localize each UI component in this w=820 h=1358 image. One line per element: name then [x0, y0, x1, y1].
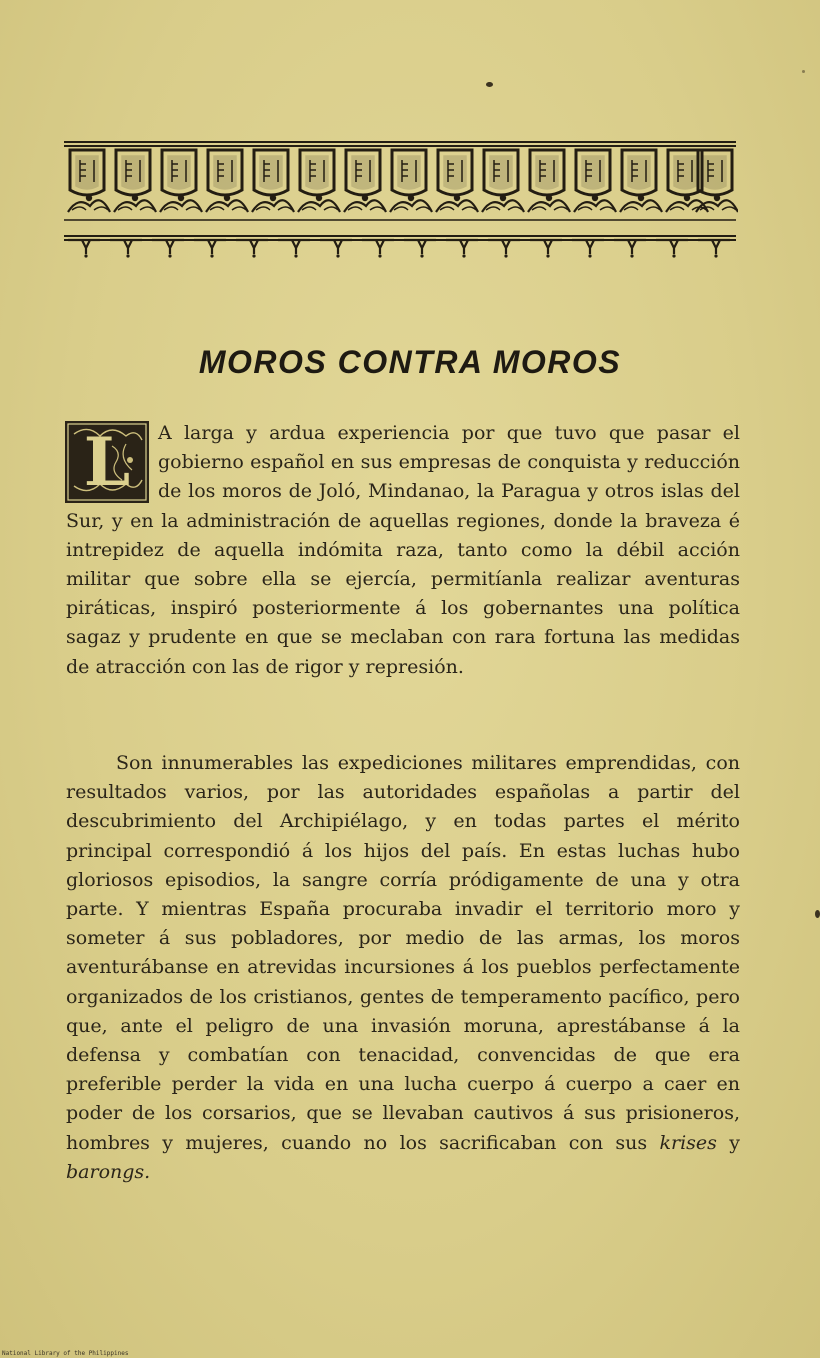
- italic-term-krises: krises: [659, 1131, 717, 1154]
- paragraph-1: [66, 419, 740, 682]
- drop-cap-letter: L: [83, 423, 131, 501]
- drop-cap-spacer: [66, 419, 158, 505]
- decorative-header-ornament: [62, 140, 738, 265]
- paragraph-1-text: A larga y ardua experiencia por que tuvo que pasar el gobierno español en sus empresas de conquista y reducción de los moros de Joló, Mindanao, la Paragua y otros islas del Sur, y en la administración de aquellas regiones, donde la braveza é intrepidez de aquella indómita raza, tanto como la débil acción militar que sobre ella se ejercía, permitíanla realizar aventuras piráticas, inspiró posteriormente á los gobernantes una política sagaz y prudente en que se meclaban con rara fortuna las medidas de atracción con las de rigor y represión.: [66, 422, 740, 678]
- paragraph-2-connector: y: [729, 1131, 740, 1154]
- ink-speck: [815, 910, 820, 918]
- ink-speck: [486, 82, 493, 87]
- paragraph-2: [66, 749, 740, 1187]
- chapter-title: MOROS CONTRA MOROS: [198, 344, 622, 380]
- ink-speck: [802, 70, 805, 73]
- italic-term-barongs: barongs.: [66, 1160, 151, 1183]
- paragraph-2-text: Son innumerables las expediciones militares emprendidas, con resultados varios, por las autoridades españolas a partir del descubrimiento del Archipiélago, y en todas partes el mérito principal correspondió á los hijos del país. En estas luchas hubo gloriosos episodios, la sangre corría pródigamente de una y otra parte. Y mientras España procuraba invadir el territorio moro y someter á sus pobladores, por medio de las armas, los moros aventurábanse en atrevidas incursiones á los pueblos perfectamente organizados de los cristianos, gentes de temperamento pacífico, pero que, ante el peligro de una invasión moruna, aprestábanse á la defensa y combatían con tenacidad, convencidas de que era preferible perder la vida en una lucha cuerpo á cuerpo a caer en poder de los corsarios, que se llevaban cautivos á sus prisioneros, hombres y mujeres, cuando no los sacrificaban con sus: [66, 752, 740, 1154]
- library-watermark: National Library of the Philippines: [2, 1350, 129, 1357]
